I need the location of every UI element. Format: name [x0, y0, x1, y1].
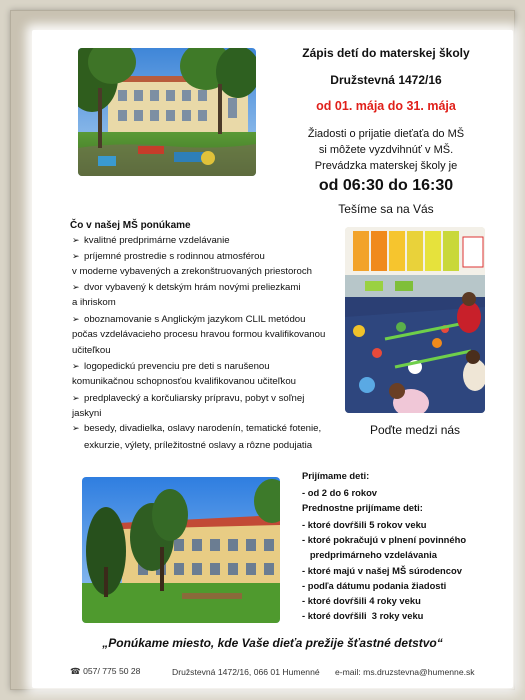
phone-icon: ☎: [70, 666, 81, 676]
offer-heading: Čo v našej MŠ ponúkame: [70, 220, 191, 231]
school-yard-photo: [78, 48, 256, 176]
opening-hours: od 06:30 do 16:30: [318, 177, 454, 194]
welcome-text: Tešíme sa na Vás: [338, 202, 434, 216]
offer-line: [72, 250, 265, 263]
priority-item: predprimárneho vzdelávania: [302, 549, 437, 561]
offer-line: [72, 392, 304, 405]
offer-line-text: komunikačnou schopnosťou kvalifikovanou učiteľkou: [72, 376, 296, 388]
offer-line-text: predplavecký a korčuliarsky prípravu, pobyt v soľnej: [84, 393, 305, 404]
arrow-bullet-icon: ➢: [72, 314, 80, 324]
offer-line-text: a ihriskom: [72, 297, 116, 309]
school-building-photo: [82, 477, 280, 623]
enrollment-dates: od 01. mája do 31. mája: [316, 99, 456, 113]
come-join-us-text: Poďte medzi nás: [369, 423, 461, 437]
arrow-bullet-icon: ➢: [72, 423, 80, 433]
offer-line-text: počas vzdelávacieho procesu hravou formou kvalifikovanou: [72, 328, 326, 340]
arrow-bullet-icon: ➢: [72, 250, 80, 261]
offer-line-text: v moderne vybavených a zrekonštruovaných priestoroch: [72, 265, 312, 277]
offer-line-text: oboznamovanie s Anglickým jazykom CLIL metódou: [84, 314, 306, 325]
footer-address: Družstevná 1472/16, 066 01 Humenné: [172, 667, 320, 677]
offer-line-text: kvalitné predprimárne vzdelávanie: [84, 235, 230, 246]
priority-item: - ktoré majú v našej MŠ súrodencov: [302, 564, 462, 576]
priority-heading: Prednostne prijímame deti:: [302, 502, 423, 513]
footer-email: e-mail: ms.druzstevna@humenne.sk: [335, 667, 475, 677]
offer-line: [72, 360, 270, 373]
info-line-1: Žiadosti o prijatie dieťaťa do MŠ: [307, 128, 465, 140]
phone-number: 057/ 775 50 28: [83, 666, 141, 676]
offer-line: [72, 345, 111, 357]
offer-line-text: učiteľkou: [72, 344, 111, 356]
arrow-bullet-icon: ➢: [72, 361, 80, 372]
offer-line: [72, 313, 305, 326]
priority-item: - ktoré dovŕšili 5 rokov veku: [302, 519, 427, 530]
arrow-bullet-icon: ➢: [72, 393, 80, 403]
offer-line: [72, 329, 325, 341]
offer-line-text: dvor vybavený k detským hrám novými preliezkami: [84, 282, 301, 294]
poster-frame: [10, 10, 515, 690]
info-line-3: Prevádzka materskej školy je: [314, 160, 458, 172]
priority-item: - podľa dátumu podania žiadosti: [302, 579, 447, 591]
arrow-bullet-icon: ➢: [72, 282, 80, 293]
offer-line-text: príjemné prostredie s rodinnou atmosférou: [84, 250, 265, 262]
offer-item-events-1: ➢ besedy, divadielka, oslavy narodenín, tematické fotenie,: [72, 423, 322, 434]
footer-phone: [70, 666, 140, 677]
slogan: „Ponúkame miesto, kde Vaše dieťa prežije šťastné detstvo“: [102, 636, 443, 650]
offer-item-events-2: exkurzie, výlety, príležitostné oslavy a rôzne podujatia: [84, 440, 313, 451]
offer-line: [72, 376, 296, 388]
offer-line: [72, 266, 312, 278]
offer-line: [72, 297, 116, 309]
school-address-heading: Družstevná 1472/16: [330, 73, 442, 87]
priority-item: - ktoré pokračujú v plnení povinného: [302, 534, 467, 546]
offer-line-text: jaskyni: [72, 407, 102, 419]
poster-sheet: [32, 30, 513, 688]
enrollment-title: Zápis detí do materskej školy: [302, 46, 470, 60]
priority-item: - ktoré dovŕšili 3 roky veku: [302, 610, 424, 622]
offer-line-text: logopedickú prevenciu pre deti s narušenou: [84, 361, 270, 373]
offer-line: [72, 234, 230, 247]
offer-line: [72, 281, 300, 294]
priority-item: - ktoré dovŕšili 4 roky veku: [302, 595, 421, 606]
admission-heading: Prijímame deti:: [302, 470, 370, 481]
classroom-photo: [345, 227, 485, 413]
info-line-2: si môžete vyzdvihnúť v MŠ.: [318, 144, 454, 156]
offer-line: [72, 408, 101, 420]
admission-age: - od 2 do 6 rokov: [302, 487, 378, 498]
arrow-bullet-icon: ➢: [72, 235, 80, 245]
